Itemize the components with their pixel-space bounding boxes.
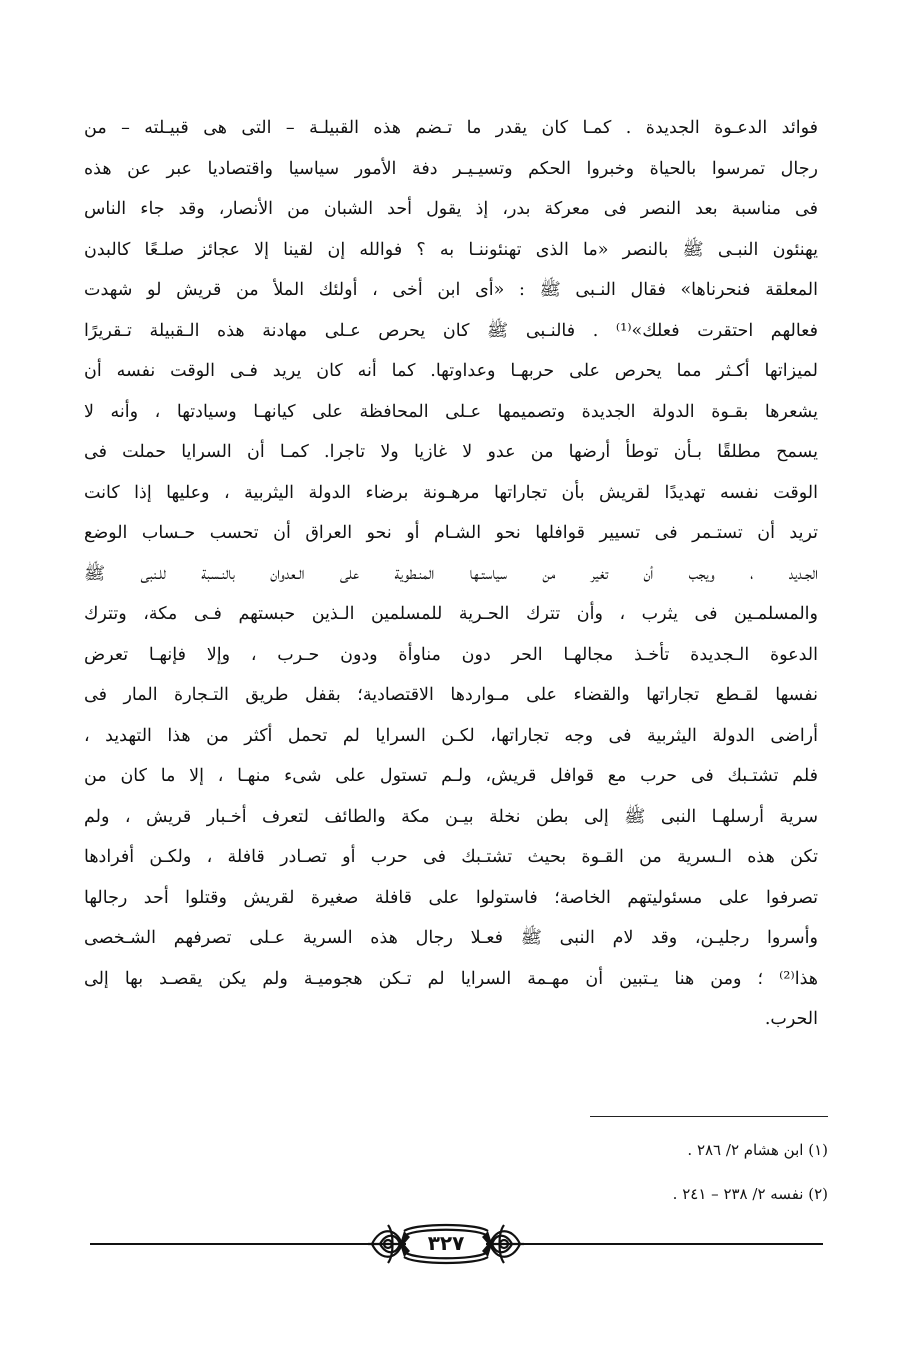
text-line: لميزاتها أكـثر مما يحرص على حربهـا وعداوتها. كما أنه كان يريد فـى الوقت نفسه أن [84,361,818,381]
page-number: ٣٢٧ [427,1231,465,1255]
footnote-1: (١) ابن هشام ٢/ ٢٨٦ . [687,1141,828,1159]
text-line: فلم تشتـبك فى حرب مع قوافل قريش، ولـم تستول على شىء منهـا ، إلا ما كان من [84,766,818,786]
footnote-divider [590,1116,828,1117]
text-line: يسمح مطلقًا بـأن توطأ أرضها من عدو لا غازيا ولا تاجرا. كمـا أن السرايا حملت فى [84,442,818,462]
page-footer-rule-right [520,1243,823,1245]
text-line: الجـديد ، ويجب أن تغير من سياستـها المنـطوية على الـعدوان بالنـسبة للـنبى ﷺ [84,563,818,584]
text-line: وأسروا رجليـن، وقد لام النبى ﷺ فعـلا رجال هذه السرية عـلى تصرفهم الشـخصى [84,928,818,948]
text-line: يشعرها بقـوة الدولة الجديدة وتصميمها عـلى المحافظة على كيانهـا وسيادتها ، وأنه لا [84,401,818,422]
text-line: تكن هذه الـسرية من القـوة بحيث تشتـبك فى حرب أو تصـادر قافلة ، ولكـن أفرادها [84,847,818,867]
text-line: تريد أن تستـمر فى تسيير قوافلها نحو الشـام أو نحو العراق أن تحسب حـساب الوضع [84,523,818,543]
text-line: المعلقة فنحرناها» فقال النـبى ﷺ : «أى ابن أخى ، أولئك الملأ من قريش لو شهدت [84,280,818,300]
text-line: يهنئون النبـى ﷺ بالنصر «ما الذى تهنئوننـا به ؟ فوالله إن لقينا إلا عجائز صلـعًا كالبدن [84,239,818,260]
body-text [84,108,818,1040]
text-line: نفسها لقـطع تجاراتها والقضاء على مـواردها الاقتصادية؛ بقفل طريق التـجارة المار فى [84,685,818,705]
text-line: رجال تمرسوا بالحياة وخبروا الحكم وتسيـيـر دفة الأمور سياسيا واقتصاديا عبر عن هذه [84,158,818,179]
text-line: تصرفوا على مسئوليتهم الخاصة؛ فاستولوا على قافلة صغيرة لقريش وقتلوا أحد رجالها [84,887,818,908]
footnotes [500,1128,828,1216]
footnote-2: (٢) نفسه ٢/ ٢٣٨ – ٢٤١ . [672,1185,828,1203]
text-line: فعالهم احتقرت فعلك»⁽¹⁾ . فالنـبى ﷺ كان يحرص عـلى مهادنة هذه الـقبيلة تـقريرًا [84,320,818,341]
text-line: الحرب. [764,1009,818,1029]
text-line: الدعوة الـجديدة تأخـذ مجالهـا الحر دون مناوأة ودون حـرب ، وإلا فإنهـا تعرض [84,644,818,665]
text-line: أراضى الدولة اليثربية فى وجه تجاراتها، لكـن السرايا لم تحمل أكثر من هذا التهديد ، [84,725,818,746]
text-line: فوائد الدعـوة الجديدة . كمـا كان يقدر ما تـضم هذه القبيلـة – التى هى قبيـلته – من [84,118,818,138]
text-line: سرية أرسلهـا النبى ﷺ إلى بطن نخلة بيـن مكة والطائف لتعرف أخـبار قريش ، ولم [84,806,818,827]
text-line: هذا⁽²⁾ ؛ ومن هنا يـتبين أن مهـمة السرايا لم تـكن هجوميـة ولم يكن يقصـد بها إلى [84,968,818,989]
page-footer-rule-left [90,1243,370,1245]
text-line: فى مناسبة بعد النصر فى معركة بدر، إذ يقول أحد الشبان من الأنصار، وقد جاء الناس [84,199,818,219]
text-line: والمسلمـين فى يثرب ، وأن تترك الحـرية للمسلمين الـذين حبستهم فـى مكة، وتترك [84,604,818,624]
text-line: الوقت نفسه تهديدًا لقريش بأن تجاراتها مرهـونة برضاء الدولة اليثربية ، وعليها إذا كانت [84,482,818,503]
